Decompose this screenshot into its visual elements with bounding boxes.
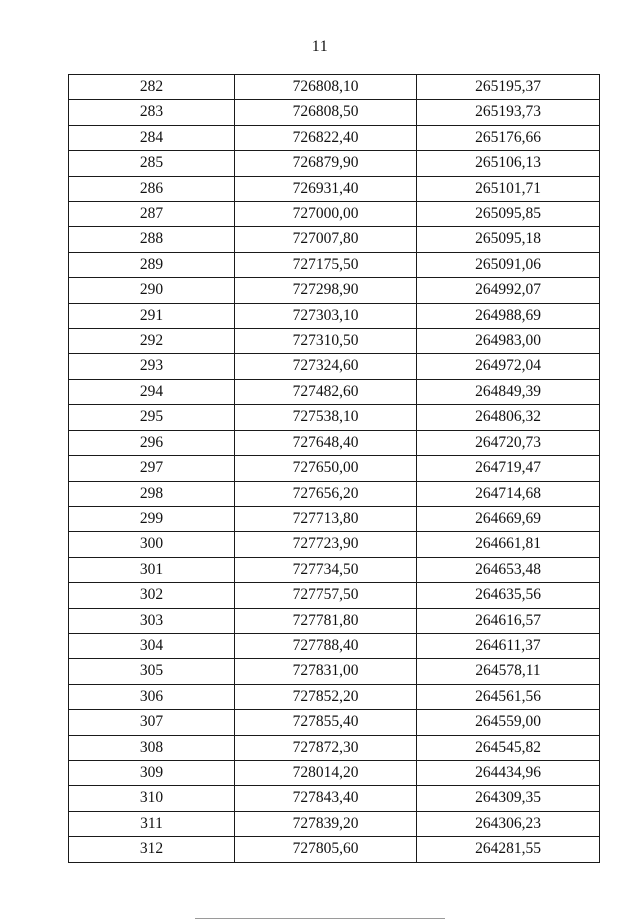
point-number-cell: 296	[69, 430, 235, 455]
x-coordinate-cell: 726822,40	[235, 125, 417, 150]
y-coordinate-cell: 264720,73	[417, 430, 600, 455]
y-coordinate-cell: 264635,56	[417, 583, 600, 608]
point-number-cell: 310	[69, 786, 235, 811]
table-row	[69, 456, 600, 481]
x-coordinate-cell: 727648,40	[235, 430, 417, 455]
y-coordinate-cell: 264992,07	[417, 278, 600, 303]
x-coordinate-cell: 726808,10	[235, 75, 417, 100]
table-row	[69, 659, 600, 684]
table-row	[69, 608, 600, 633]
point-number-cell: 294	[69, 379, 235, 404]
y-coordinate-cell: 264306,23	[417, 811, 600, 836]
table-row	[69, 760, 600, 785]
table-row	[69, 583, 600, 608]
y-coordinate-cell: 264719,47	[417, 456, 600, 481]
y-coordinate-cell: 264281,55	[417, 837, 600, 862]
point-number-cell: 302	[69, 583, 235, 608]
coordinates-table-body	[69, 75, 600, 863]
x-coordinate-cell: 726879,90	[235, 151, 417, 176]
x-coordinate-cell: 728014,20	[235, 760, 417, 785]
y-coordinate-cell: 264434,96	[417, 760, 600, 785]
point-number-cell: 290	[69, 278, 235, 303]
point-number-cell: 306	[69, 684, 235, 709]
point-number-cell: 308	[69, 735, 235, 760]
x-coordinate-cell: 727839,20	[235, 811, 417, 836]
point-number-cell: 289	[69, 252, 235, 277]
y-coordinate-cell: 264669,69	[417, 506, 600, 531]
y-coordinate-cell: 264611,37	[417, 633, 600, 658]
point-number-cell: 301	[69, 557, 235, 582]
table-row	[69, 506, 600, 531]
x-coordinate-cell: 727872,30	[235, 735, 417, 760]
point-number-cell: 303	[69, 608, 235, 633]
x-coordinate-cell: 727788,40	[235, 633, 417, 658]
x-coordinate-cell: 726808,50	[235, 100, 417, 125]
point-number-cell: 297	[69, 456, 235, 481]
table-row	[69, 557, 600, 582]
y-coordinate-cell: 264661,81	[417, 532, 600, 557]
point-number-cell: 284	[69, 125, 235, 150]
x-coordinate-cell: 727310,50	[235, 329, 417, 354]
y-coordinate-cell: 264849,39	[417, 379, 600, 404]
table-row	[69, 684, 600, 709]
x-coordinate-cell: 727855,40	[235, 710, 417, 735]
point-number-cell: 286	[69, 176, 235, 201]
y-coordinate-cell: 265176,66	[417, 125, 600, 150]
x-coordinate-cell: 726931,40	[235, 176, 417, 201]
table-row	[69, 811, 600, 836]
y-coordinate-cell: 264983,00	[417, 329, 600, 354]
table-row	[69, 710, 600, 735]
table-row	[69, 735, 600, 760]
y-coordinate-cell: 264972,04	[417, 354, 600, 379]
table-row	[69, 481, 600, 506]
point-number-cell: 291	[69, 303, 235, 328]
x-coordinate-cell: 727000,00	[235, 202, 417, 227]
table-row	[69, 303, 600, 328]
y-coordinate-cell: 264616,57	[417, 608, 600, 633]
point-number-cell: 300	[69, 532, 235, 557]
x-coordinate-cell: 727843,40	[235, 786, 417, 811]
table-row	[69, 125, 600, 150]
table-row	[69, 176, 600, 201]
point-number-cell: 287	[69, 202, 235, 227]
y-coordinate-cell: 264561,56	[417, 684, 600, 709]
coordinates-table	[68, 74, 600, 863]
point-number-cell: 299	[69, 506, 235, 531]
x-coordinate-cell: 727805,60	[235, 837, 417, 862]
table-row	[69, 227, 600, 252]
x-coordinate-cell: 727298,90	[235, 278, 417, 303]
x-coordinate-cell: 727831,00	[235, 659, 417, 684]
y-coordinate-cell: 265091,06	[417, 252, 600, 277]
y-coordinate-cell: 265193,73	[417, 100, 600, 125]
point-number-cell: 298	[69, 481, 235, 506]
y-coordinate-cell: 265101,71	[417, 176, 600, 201]
x-coordinate-cell: 727482,60	[235, 379, 417, 404]
y-coordinate-cell: 264578,11	[417, 659, 600, 684]
table-row	[69, 278, 600, 303]
y-coordinate-cell: 265095,85	[417, 202, 600, 227]
table-row	[69, 532, 600, 557]
y-coordinate-cell: 264714,68	[417, 481, 600, 506]
x-coordinate-cell: 727757,50	[235, 583, 417, 608]
y-coordinate-cell: 265106,13	[417, 151, 600, 176]
y-coordinate-cell: 264545,82	[417, 735, 600, 760]
table-row	[69, 405, 600, 430]
point-number-cell: 312	[69, 837, 235, 862]
point-number-cell: 282	[69, 75, 235, 100]
table-row	[69, 202, 600, 227]
point-number-cell: 283	[69, 100, 235, 125]
y-coordinate-cell: 265095,18	[417, 227, 600, 252]
point-number-cell: 304	[69, 633, 235, 658]
table-row	[69, 75, 600, 100]
table-row	[69, 430, 600, 455]
table-row	[69, 354, 600, 379]
x-coordinate-cell: 727175,50	[235, 252, 417, 277]
x-coordinate-cell: 727781,80	[235, 608, 417, 633]
point-number-cell: 293	[69, 354, 235, 379]
x-coordinate-cell: 727713,80	[235, 506, 417, 531]
x-coordinate-cell: 727324,60	[235, 354, 417, 379]
x-coordinate-cell: 727538,10	[235, 405, 417, 430]
x-coordinate-cell: 727656,20	[235, 481, 417, 506]
y-coordinate-cell: 264559,00	[417, 710, 600, 735]
table-row	[69, 786, 600, 811]
x-coordinate-cell: 727852,20	[235, 684, 417, 709]
table-row	[69, 837, 600, 862]
point-number-cell: 311	[69, 811, 235, 836]
point-number-cell: 292	[69, 329, 235, 354]
y-coordinate-cell: 264653,48	[417, 557, 600, 582]
point-number-cell: 295	[69, 405, 235, 430]
x-coordinate-cell: 727007,80	[235, 227, 417, 252]
table-row	[69, 633, 600, 658]
y-coordinate-cell: 264806,32	[417, 405, 600, 430]
point-number-cell: 305	[69, 659, 235, 684]
x-coordinate-cell: 727303,10	[235, 303, 417, 328]
x-coordinate-cell: 727650,00	[235, 456, 417, 481]
y-coordinate-cell: 264309,35	[417, 786, 600, 811]
table-row	[69, 252, 600, 277]
y-coordinate-cell: 264988,69	[417, 303, 600, 328]
table-row	[69, 100, 600, 125]
table-row	[69, 379, 600, 404]
x-coordinate-cell: 727723,90	[235, 532, 417, 557]
table-row	[69, 151, 600, 176]
point-number-cell: 288	[69, 227, 235, 252]
point-number-cell: 309	[69, 760, 235, 785]
bottom-divider	[195, 918, 445, 919]
x-coordinate-cell: 727734,50	[235, 557, 417, 582]
page-number: 11	[311, 38, 329, 55]
y-coordinate-cell: 265195,37	[417, 75, 600, 100]
point-number-cell: 307	[69, 710, 235, 735]
point-number-cell: 285	[69, 151, 235, 176]
table-row	[69, 329, 600, 354]
